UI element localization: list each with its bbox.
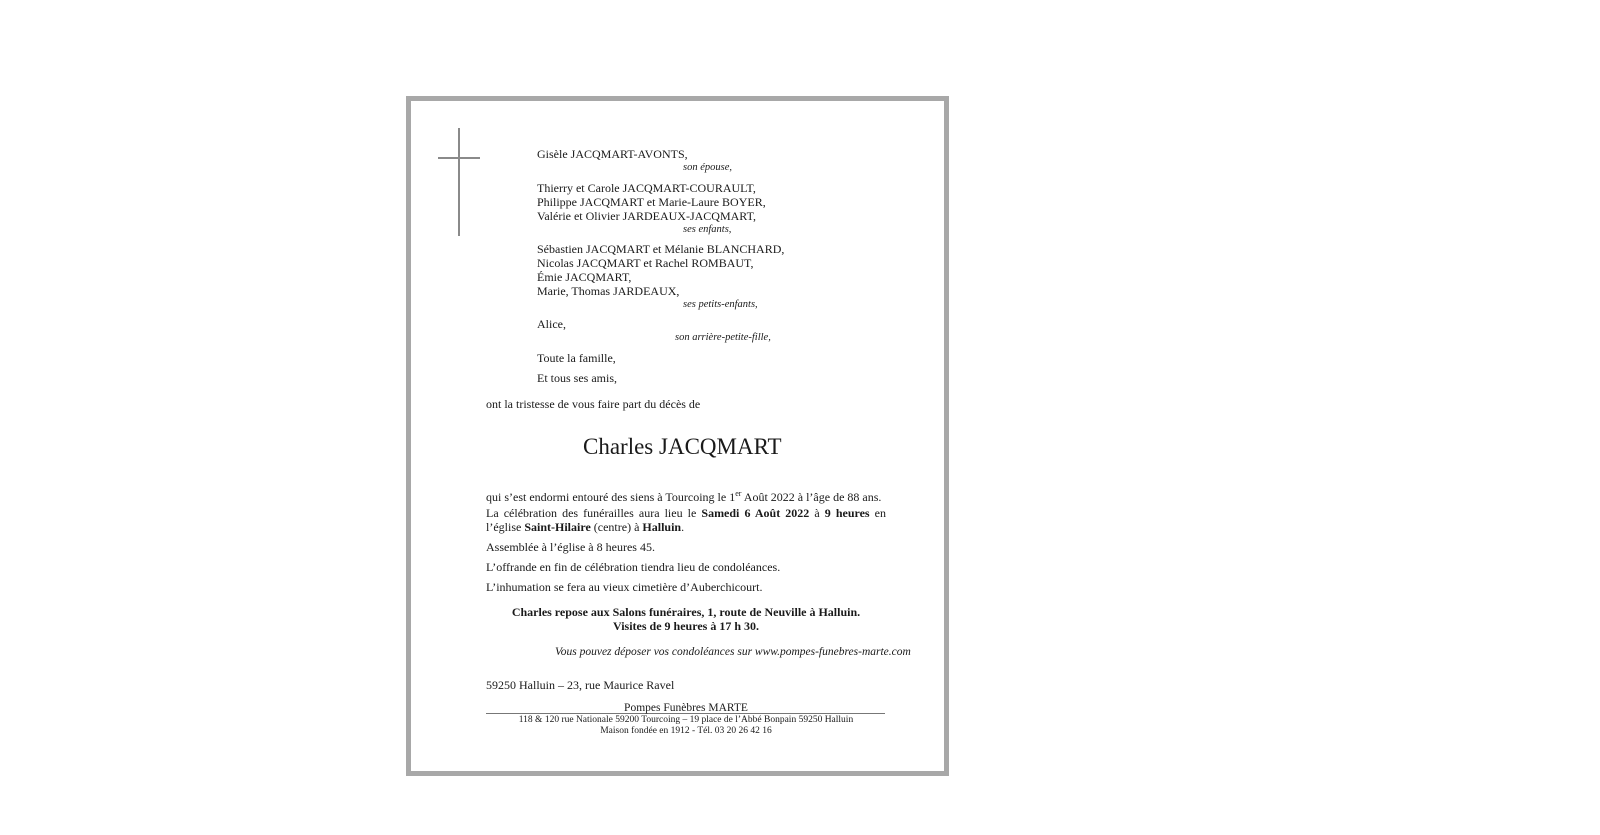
ceremony-text: (centre) à [590, 520, 643, 534]
ceremony-paragraph [486, 506, 886, 534]
burial-line: L’inhumation se fera au vieux cimetière d’Auberchicourt. [486, 580, 763, 594]
ceremony-time: 9 heures [824, 506, 870, 520]
deceased-name: Charles JACQMART [583, 434, 782, 459]
funeral-home-founded: Maison fondée en 1912 - Tél. 03 20 26 42 16 [600, 726, 772, 736]
great-grandchild-name: Alice, [537, 317, 566, 331]
death-line-sup: er [735, 489, 742, 498]
child-line: Philippe JACQMART et Marie-Laure BOYER, [537, 195, 766, 209]
death-line [486, 487, 881, 504]
grandchild-line: Nicolas JACQMART et Rachel ROMBAUT, [537, 256, 754, 270]
ceremony-date: Samedi 6 Août 2022 [701, 506, 810, 520]
death-line-text: qui s’est endormi entouré des siens à Tourcoing le 1 [486, 490, 736, 504]
ceremony-town: Halluin [642, 520, 682, 534]
rest-line: Charles repose aux Salons funéraires, 1, route de Neuville à Halluin. [511, 605, 861, 619]
grandchild-line: Marie, Thomas JARDEAUX, [537, 284, 680, 298]
child-line: Thierry et Carole JACQMART-COURAULT, [537, 181, 756, 195]
whole-family: Toute la famille, [537, 351, 616, 365]
assembly-line: Assemblée à l’église à 8 heures 45. [486, 540, 655, 554]
ceremony-text: La célébration des funérailles aura lieu le [486, 506, 702, 520]
cross-icon [458, 128, 460, 236]
ceremony-church: Saint-Hilaire [524, 520, 591, 534]
grandchild-line: Émie JACQMART, [537, 270, 632, 284]
wife-name: Gisèle JACQMART-AVONTS, [537, 147, 688, 161]
funeral-home-addresses: 118 & 120 rue Nationale 59200 Tourcoing – 19 place de l’Abbé Bonpain 59250 Halluin [518, 715, 854, 725]
funeral-home-name: Pompes Funèbres MARTE [624, 702, 748, 714]
wife-role: son épouse, [683, 162, 732, 173]
funeral-notice-card [406, 96, 949, 776]
visits-line: Visites de 9 heures à 17 h 30. [612, 619, 759, 633]
announcement: ont la tristesse de vous faire part du décès de [486, 397, 701, 411]
contact-address: 59250 Halluin – 23, rue Maurice Ravel [486, 678, 675, 692]
great-grandchild-role: son arrière-petite-fille, [675, 332, 771, 343]
friends: Et tous ses amis, [537, 371, 617, 385]
grandchild-line: Sébastien JACQMART et Mélanie BLANCHARD, [537, 242, 785, 256]
grandchildren-role: ses petits-enfants, [683, 299, 758, 310]
death-line-text-end: Août 2022 à l’âge de 88 ans. [741, 490, 882, 504]
ceremony-text: . [681, 520, 685, 534]
child-line: Valérie et Olivier JARDEAUX-JACQMART, [537, 209, 757, 223]
condolences-line: Vous pouvez déposer vos condoléances sur www.pompes-funebres-marte.com [555, 646, 911, 658]
children-role: ses enfants, [683, 224, 732, 235]
offering-line: L’offrande en fin de célébration tiendra lieu de condoléances. [486, 560, 781, 574]
ceremony-text: en l’église [486, 506, 887, 534]
cross-icon-bar [438, 157, 480, 159]
ceremony-text: à [809, 506, 825, 520]
